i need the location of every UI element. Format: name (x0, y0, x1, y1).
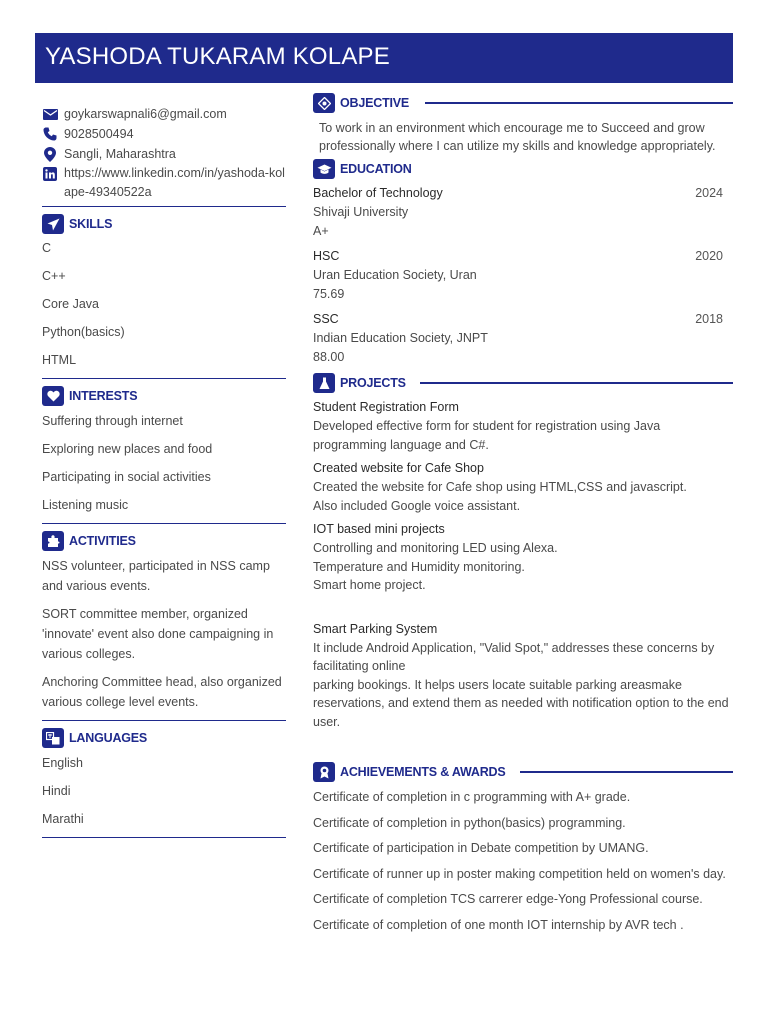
phone-icon (42, 126, 58, 142)
education-entry: SSC 2018 Indian Education Society, JNPT 88.00 (313, 309, 733, 366)
languages-list (42, 753, 286, 829)
puzzle-icon (42, 531, 64, 551)
project-entry: Created website for Cafe Shop Created the website for Cafe shop using HTML,CSS and javascript. Also included Google voice assistant. (313, 461, 687, 513)
left-column (42, 104, 286, 838)
skills-list (42, 238, 286, 370)
contact-location: Sangli, Maharashtra (42, 144, 286, 164)
interests-heading: INTERESTS (42, 385, 286, 407)
project-entry: IOT based mini projects Controlling and monitoring LED using Alexa. Temperature and Humidity monitoring. Smart home project. (313, 522, 558, 592)
flask-icon (313, 373, 335, 393)
list-item: Participating in social activities (42, 470, 211, 484)
name-banner (35, 33, 733, 83)
award-icon (313, 762, 335, 782)
list-item: Certificate of participation in Debate competition by UMANG. (313, 841, 649, 856)
contact-linkedin: https://www.linkedin.com/in/yashoda-kolape-49340522a (42, 164, 286, 202)
education-year: 2020 (695, 249, 723, 263)
objective-heading: OBJECTIVE (313, 92, 733, 114)
list-item: Exploring new places and food (42, 442, 213, 456)
list-item: Anchoring Committee head, also organized various college level events. (42, 675, 282, 709)
divider (42, 837, 286, 838)
list-item: English (42, 756, 83, 770)
list-item: SORT committee member, organized 'innovate' event also done campaigning in various colleges. (42, 607, 274, 661)
candidate-name: YASHODA TUKARAM KOLAPE (45, 43, 390, 70)
activities-list (42, 556, 286, 712)
list-item: Python(basics) (42, 325, 125, 339)
divider (42, 720, 286, 721)
list-item: Suffering through internet (42, 414, 183, 428)
list-item: Marathi (42, 812, 84, 826)
heading-line (420, 382, 733, 384)
heart-icon (42, 386, 64, 406)
list-item: Hindi (42, 784, 71, 798)
education-list (313, 183, 733, 366)
education-heading: EDUCATION (313, 158, 733, 180)
list-item: HTML (42, 353, 77, 367)
divider (42, 523, 286, 524)
list-item: Certificate of completion TCS carrerer edge-Yong Professional course. (313, 892, 703, 907)
list-item: Certificate of runner up in poster making competition held on women's day. (313, 866, 726, 881)
list-item: NSS volunteer, participated in NSS camp and various events. (42, 559, 270, 593)
achievements-heading: ACHIEVEMENTS & AWARDS (313, 761, 733, 783)
objective-text: To work in an environment which encourage me to Succeed and grow professionally where I can utilize my skills and knowledge appropriately. (319, 121, 716, 153)
achievements-list (313, 785, 733, 939)
projects-heading: PROJECTS (313, 372, 733, 394)
interests-list (42, 411, 286, 515)
education-year: 2024 (695, 186, 723, 200)
project-entry: Smart Parking System It include Android Application, "Valid Spot," addresses these concerns by facilitating online parking bookings. It helps users locate suitable parking areasmake reservations, and extend them as needed with notification option to the end user. (313, 621, 729, 729)
activities-heading: ACTIVITIES (42, 530, 286, 552)
divider (42, 378, 286, 379)
list-item: C (42, 241, 52, 255)
list-item: Certificate of completion in python(basics) programming. (313, 815, 626, 830)
education-entry: HSC 2020 Uran Education Society, Uran 75.69 (313, 246, 733, 303)
skills-heading: SKILLS (42, 213, 286, 235)
list-item: C++ (42, 269, 66, 283)
heading-line (425, 102, 733, 104)
target-icon (313, 93, 335, 113)
linkedin-icon (42, 166, 58, 182)
contact-phone: 9028500494 (42, 124, 286, 144)
projects-list (313, 397, 733, 731)
languages-heading: LANGUAGES (42, 727, 286, 749)
list-item: Core Java (42, 297, 99, 311)
project-entry: Student Registration Form Developed effective form for student for registration using Java programming language and C#. (313, 400, 661, 452)
contact-block (42, 104, 286, 202)
list-item: Certificate of completion of one month IOT internship by AVR tech . (313, 917, 684, 932)
mail-icon (42, 106, 58, 122)
right-column (313, 92, 733, 939)
graduation-cap-icon (313, 159, 335, 179)
list-item: Listening music (42, 498, 129, 512)
list-item: Certificate of completion in c programming with A+ grade. (313, 790, 631, 804)
translate-icon (42, 728, 64, 748)
divider (42, 206, 286, 207)
heading-line (520, 771, 734, 773)
contact-email: goykarswapnali6@gmail.com (42, 104, 286, 124)
education-entry: Bachelor of Technology 2024 Shivaji University A+ (313, 183, 733, 240)
location-pin-icon (42, 146, 58, 162)
education-year: 2018 (695, 312, 723, 326)
rocket-icon (42, 214, 64, 234)
